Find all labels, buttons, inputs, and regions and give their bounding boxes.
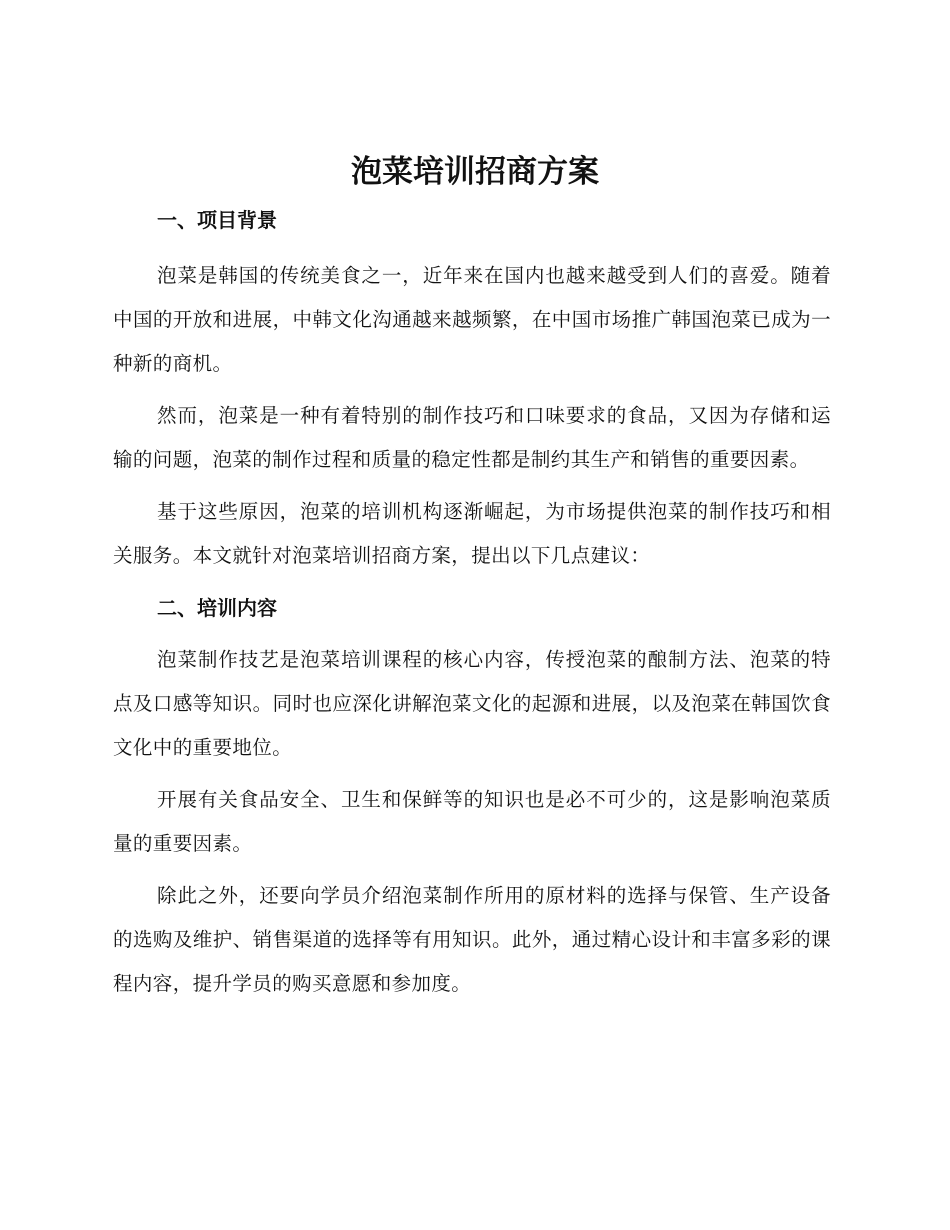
section-heading-training-content: 二、培训内容 (157, 596, 277, 620)
section-heading-background: 一、项目背景 (157, 208, 277, 232)
paragraph: 基于这些原因，泡菜的培训机构逐渐崛起，为市场提供泡菜的制作技巧和相关服务。本文就针对泡菜培训招商方案，提出以下几点建议： (113, 500, 831, 567)
paragraph: 除此之外，还要向学员介绍泡菜制作所用的原材料的选择与保管、生产设备的选购及维护、销售渠道的选择等有用知识。此外，通过精心设计和丰富多彩的课程内容，提升学员的购买意愿和参加度。 (113, 884, 831, 995)
document-title: 泡菜培训招商方案 (351, 154, 599, 190)
paragraph: 开展有关食品安全、卫生和保鲜等的知识也是必不可少的，这是影响泡菜质量的重要因素。 (113, 788, 831, 855)
paragraph: 泡菜制作技艺是泡菜培训课程的核心内容，传授泡菜的酿制方法、泡菜的特点及口感等知识。同时也应深化讲解泡菜文化的起源和进展，以及泡菜在韩国饮食文化中的重要地位。 (113, 648, 831, 759)
paragraph: 然而，泡菜是一种有着特别的制作技巧和口味要求的食品，又因为存储和运输的问题，泡菜的制作过程和质量的稳定性都是制约其生产和销售的重要因素。 (113, 404, 831, 471)
document-body (113, 198, 831, 1006)
paragraph: 泡菜是韩国的传统美食之一，近年来在国内也越来越受到人们的喜爱。随着中国的开放和进展，中韩文化沟通越来越频繁，在中国市场推广韩国泡菜已成为一种新的商机。 (113, 264, 831, 375)
